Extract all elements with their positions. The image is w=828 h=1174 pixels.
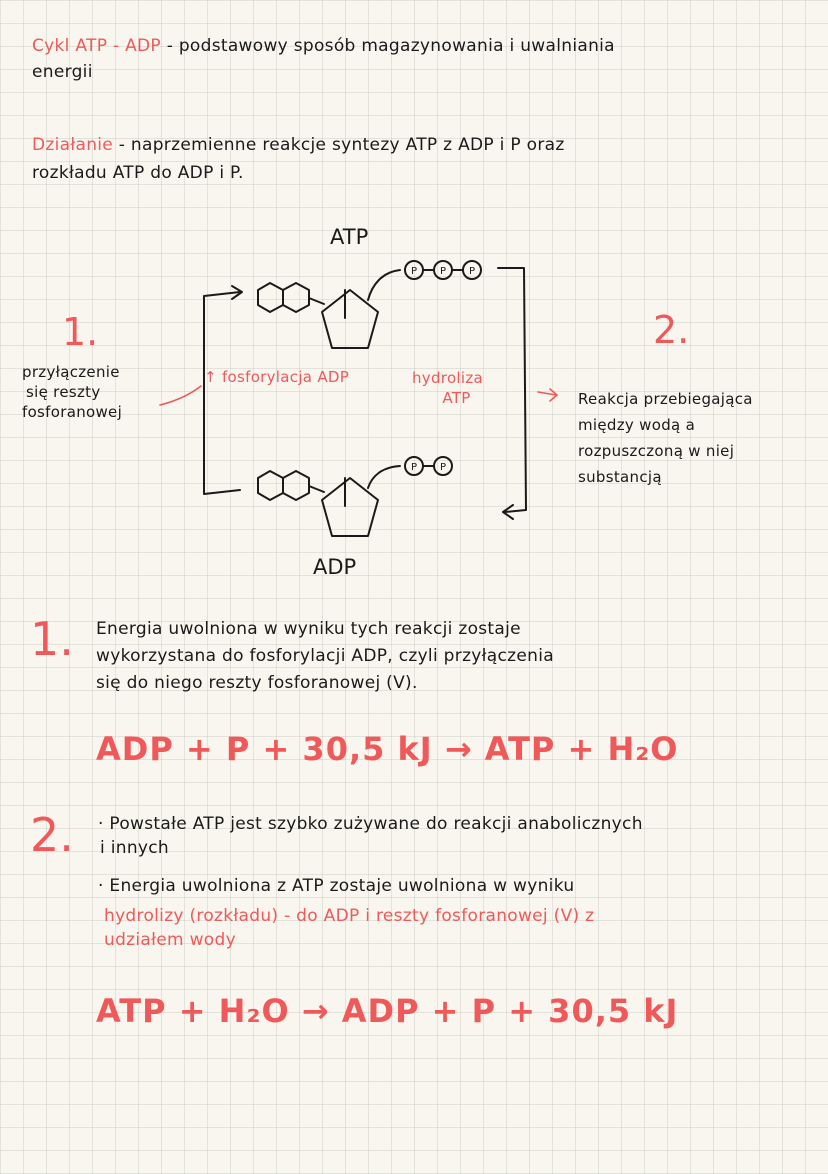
right-note: Reakcja przebiegająca między wodą a rozpuszczoną w niej substancją [578, 390, 753, 486]
section2-bullet1: · Powstałe ATP jest szybko zużywane do reakcji anabolicznych i innych [98, 814, 643, 858]
adp-adenine-rings [258, 471, 324, 500]
section1-text: Energia uwolniona w wyniku tych reakcji zostaje wykorzystana do fosforylacji ADP, czyli przyłączenia się do niego reszty fosforanowej (V). [96, 619, 554, 693]
adp-phosphate-link [368, 466, 400, 488]
left-note-connector [160, 386, 201, 405]
dzialanie-term: Działanie [32, 135, 114, 155]
right-cycle-arrow [498, 268, 526, 512]
svg-text:P: P [410, 462, 418, 473]
dzialanie-line2: rozkładu ATP do ADP i P. [32, 163, 244, 183]
adp-label: ADP [313, 555, 357, 579]
hydroliza-label: hydroliza ATP [412, 369, 484, 407]
fosforylacja-label: ↑ fosforylacja ADP [204, 368, 350, 386]
svg-text:P: P [439, 462, 447, 473]
svg-text:P: P [468, 266, 476, 277]
left-cycle-arrow [204, 292, 240, 494]
header-definition: - podstawowy sposób magazynowania i uwalniania [166, 36, 615, 56]
svg-text:P: P [439, 266, 447, 277]
section1-number: 1. [30, 612, 74, 666]
diagram-step1-number: 1. [62, 310, 99, 354]
diagram-step2-number: 2. [653, 308, 690, 352]
atp-adenine-rings [258, 283, 324, 312]
atp-label: ATP [330, 225, 369, 249]
section2-equation: ATP + H₂O → ADP + P + 30,5 kJ [96, 992, 679, 1030]
section2-bullet2-red: hydrolizy (rozkładu) - do ADP i reszty fosforanowej (V) z udziałem wody [104, 906, 595, 950]
section2-number: 2. [30, 808, 74, 862]
header-term: Cykl ATP - ADP [32, 36, 161, 56]
dzialanie-text1: - naprzemienne reakcje syntezy ATP z ADP i P oraz [118, 135, 565, 155]
svg-text:P: P [410, 266, 418, 277]
atp-phosphate-link [368, 270, 400, 300]
section2-bullet2-line1: · Energia uwolniona z ATP zostaje uwolniona w wyniku [98, 876, 575, 896]
adp-ribose-ring [322, 478, 378, 536]
left-note: przyłączenie się reszty fosforanowej [22, 363, 123, 421]
header-definition-cont: energii [32, 62, 93, 82]
section1-equation: ADP + P + 30,5 kJ → ATP + H₂O [96, 730, 679, 768]
atp-ribose-ring [322, 290, 378, 348]
